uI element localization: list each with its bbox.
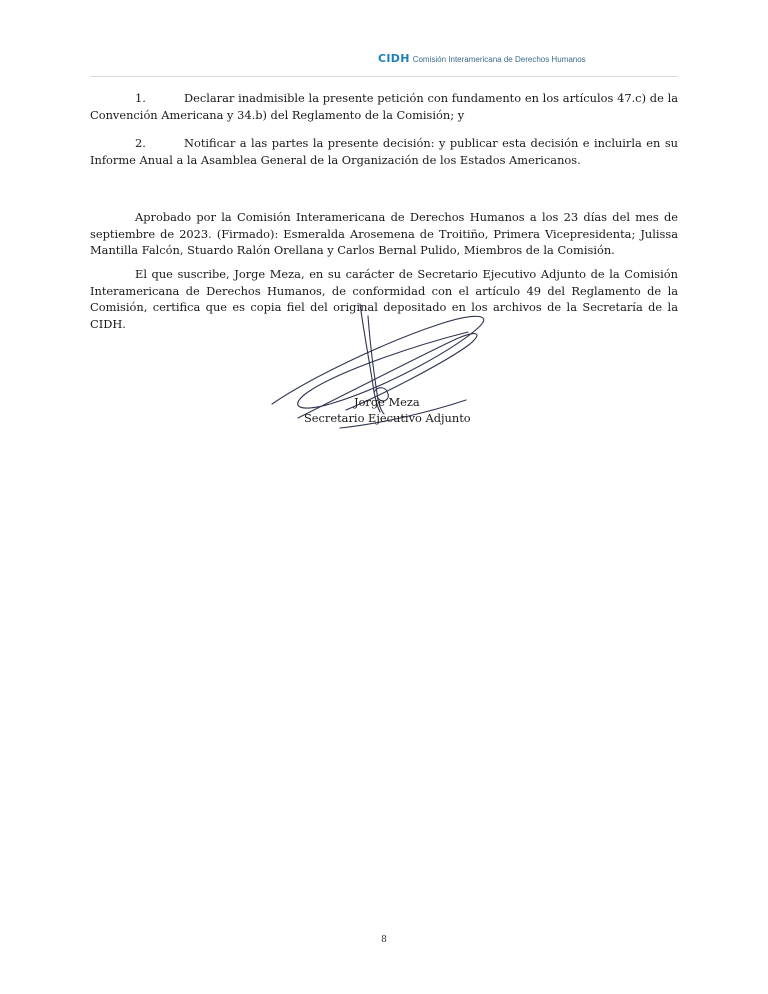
- page-number: 8: [381, 935, 387, 945]
- logo-abbreviation: CIDH: [378, 52, 410, 65]
- signatory-name: Jorge Meza: [354, 395, 420, 409]
- item-number: 1.: [135, 91, 146, 105]
- item-number: 2.: [135, 136, 146, 150]
- approval-paragraph: [90, 209, 678, 259]
- cidh-logo: [378, 52, 586, 65]
- signature-block: [270, 300, 510, 440]
- resolution-item-1: [90, 90, 678, 123]
- approval-text: Aprobado por la Comisión Interamericana de Derechos Humanos a los 23 días del mes de septiembre de 2023. (Firmado): Esmeralda Arosemena de Troitiño, Primera Vicepresidenta; Julissa Mantilla Falcón, Stuardo Ralón Orellana y Carlos Bernal Pulido, Miembros de la Comisión.: [90, 210, 678, 257]
- item-text: Notificar a las partes la presente decisión: y publicar esta decisión e incluirla en su Informe Anual a la Asamblea General de la Organización de los Estados Americanos.: [90, 136, 678, 167]
- logo-organization-name: Comisión Interamericana de Derechos Humanos: [412, 55, 586, 64]
- item-text: Declarar inadmisible la presente petición con fundamento en los artículos 47.c) de la Convención Americana y 34.b) del Reglamento de la Comisión; y: [90, 91, 678, 122]
- page-header: [90, 50, 678, 77]
- signatory-title: Secretario Ejecutivo Adjunto: [304, 411, 471, 425]
- resolution-item-2: [90, 135, 678, 168]
- certification-text: El que suscribe, Jorge Meza, en su carácter de Secretario Ejecutivo Adjunto de la Comisión Interamericana de Derechos Humanos, de conformidad con el artículo 49 del Reglamento de la Comisión, certifica que es copia fiel del original depositado en los archivos de la Secretaría de la CIDH.: [90, 267, 678, 331]
